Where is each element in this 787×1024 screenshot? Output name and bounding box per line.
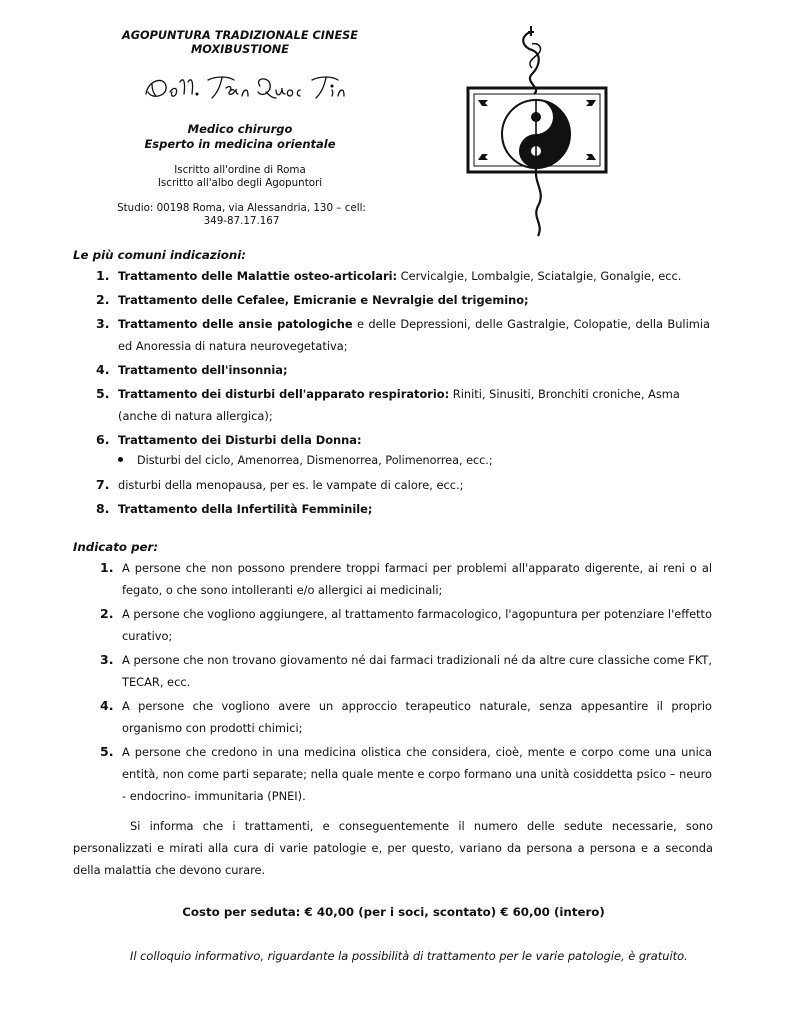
- list-item: [96, 474, 710, 496]
- item-bold-text: Trattamento della Infertilità Femminile;: [118, 502, 373, 516]
- item-bold-text: Trattamento dei Disturbi della Donna:: [118, 433, 362, 447]
- cost-per-session: Costo per seduta: € 40,00 (per i soci, scontato) € 60,00 (intero): [182, 905, 605, 919]
- item-number: 3.: [96, 316, 110, 331]
- indications-list-continued: [96, 474, 710, 520]
- list-item: [96, 383, 710, 427]
- item-bold-text: Trattamento delle ansie patologiche: [118, 317, 353, 331]
- registration-line1: Iscritto all'ordine di Roma: [174, 164, 306, 176]
- studio-address: Studio: 00198 Roma, via Alessandria, 130 – cell:: [117, 202, 366, 214]
- list-item: [100, 649, 712, 693]
- list-item: [96, 289, 710, 311]
- list-item: [96, 313, 710, 357]
- list-item: [100, 603, 712, 647]
- list-item: [96, 429, 710, 451]
- item-text: A persone che non possono prendere troppi farmaci per problemi all'apparato digerente, ai reni o al fegato, o che sono intolleranti e/o allergici ai medicinali;: [122, 561, 712, 597]
- bullet-icon: [118, 457, 123, 462]
- indications-list: [96, 265, 710, 451]
- item-number: 1.: [100, 560, 114, 575]
- info-paragraph: Si informa che i trattamenti, e conseguentemente il numero delle sedute necessarie, sono personalizzati e mirati alla cura di varie patologie e, per questo, variano da persona a persona e a seconda della malattia che devono curare.: [73, 819, 713, 877]
- yin-yang-acupuncture-needle-icon: [462, 24, 612, 239]
- item-text: A persone che vogliono avere un approccio terapeutico naturale, senza appesantire il proprio organismo con prodotti chimici;: [122, 699, 712, 735]
- list-item: [100, 695, 712, 739]
- item-number: 6.: [96, 432, 110, 447]
- item-number: 7.: [96, 477, 110, 492]
- item-text: Cervicalgie, Lombalgie, Sciatalgie, Gonalgie, ecc.: [397, 269, 682, 283]
- item-number: 8.: [96, 501, 110, 516]
- item-bold-text: Trattamento dei disturbi dell'apparato respiratorio:: [118, 387, 450, 401]
- item-number: 1.: [96, 268, 110, 283]
- studio-phone: 349-87.17.167: [203, 215, 280, 227]
- indicated-for-heading: Indicato per:: [73, 540, 159, 554]
- item-number: 2.: [96, 292, 110, 307]
- list-item: [100, 741, 712, 807]
- list-item: [96, 498, 710, 520]
- role-line2: Esperto in medicina orientale: [144, 137, 336, 151]
- item-text: Riniti, Sinusiti, Bronchiti croniche, Asma (anche di natura allergica);: [118, 387, 680, 423]
- bullet-item: [118, 450, 493, 472]
- item-number: 4.: [100, 698, 114, 713]
- item-text: A persone che non trovano giovamento né dai farmaci tradizionali né da altre cure classiche come FKT, TECAR, ecc.: [122, 653, 712, 689]
- header-title-line1: AGOPUNTURA TRADIZIONALE CINESE: [121, 29, 359, 42]
- indicated-for-list: [100, 557, 712, 807]
- list-item: [96, 265, 710, 287]
- item-bold-text: Trattamento dell'insonnia;: [118, 363, 288, 377]
- list-item: [96, 359, 710, 381]
- item-number: 5.: [100, 744, 114, 759]
- item-number: 4.: [96, 362, 110, 377]
- item-bold-text: Trattamento delle Cefalee, Emicranie e Nevralgie del trigemino;: [118, 293, 529, 307]
- item-bold-text: Trattamento delle Malattie osteo-articolari:: [118, 269, 398, 283]
- indications-heading: Le più comuni indicazioni:: [73, 248, 247, 262]
- role-line1: Medico chirurgo: [187, 122, 293, 136]
- item-text: A persone che credono in una medicina olistica che considera, cioè, mente e corpo come una unica entità, non come parti separate; nella quale mente e corpo formano una unità cosiddetta psico – neuro - endocrino- immunitaria (PNEI).: [122, 745, 712, 803]
- header-title-line2: MOXIBUSTIONE: [191, 43, 289, 56]
- item-number: 2.: [100, 606, 114, 621]
- doctor-signature: [142, 72, 352, 104]
- item-text: disturbi della menopausa, per es. le vampate di calore, ecc.;: [118, 478, 464, 492]
- list-item: [100, 557, 712, 601]
- closing-note: Il colloquio informativo, riguardante la possibilità di trattamento per le varie patologie, è gratuito.: [130, 949, 688, 963]
- item-number: 5.: [96, 386, 110, 401]
- bullet-text: Disturbi del ciclo, Amenorrea, Dismenorrea, Polimenorrea, ecc.;: [137, 454, 493, 467]
- registration-line2: Iscritto all'albo degli Agopuntori: [157, 177, 323, 189]
- item-number: 3.: [100, 652, 114, 667]
- item-text: A persone che vogliono aggiungere, al trattamento farmacologico, l'agopuntura per potenziare l'effetto curativo;: [122, 607, 712, 643]
- item-text: e delle Depressioni, delle Gastralgie, Colopatie, della Bulimia ed Anoressia di natura neurovegetativa;: [118, 317, 710, 353]
